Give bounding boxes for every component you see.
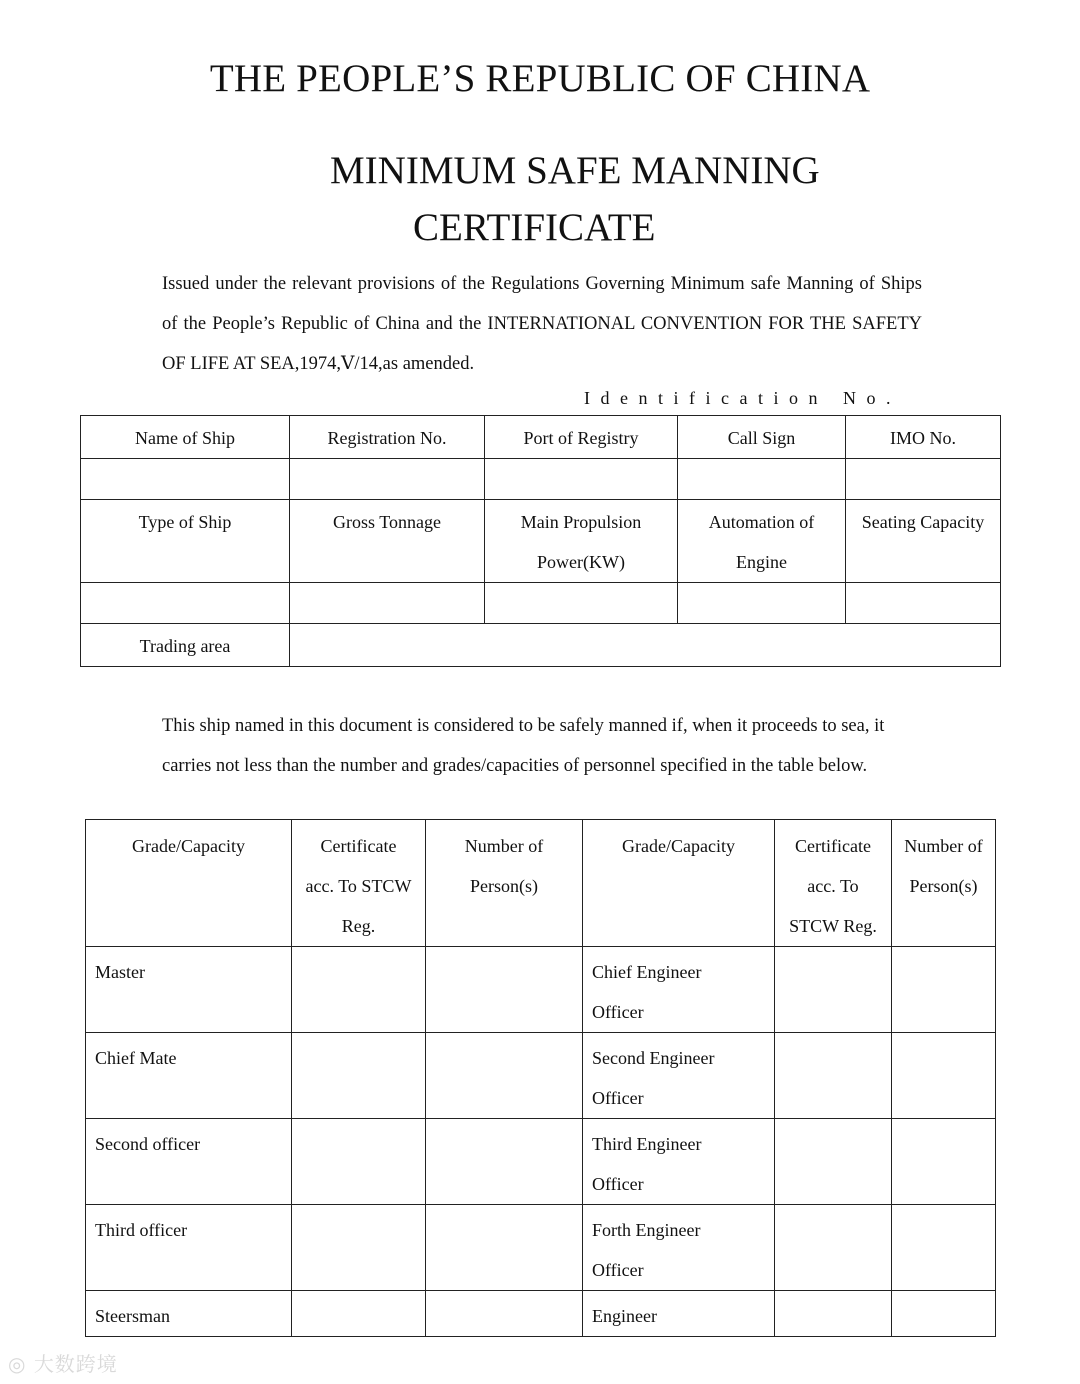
number-field[interactable] (426, 1119, 583, 1205)
main-propulsion-field[interactable] (485, 583, 678, 624)
number-field[interactable] (892, 1291, 996, 1337)
identification-number-label: Identification No. (584, 388, 901, 408)
ship-value-row-2 (81, 583, 1001, 624)
grade-chief-mate: Chief Mate (86, 1033, 292, 1119)
automation-text-2: Engine (736, 552, 787, 572)
imo-no-label: IMO No. (846, 416, 1001, 459)
number-header-engine-line2: Person(s) (909, 876, 978, 896)
grade-header-engine: Grade/Capacity (583, 820, 775, 947)
issuance-statement: Issued under the relevant provisions of the Regulations Governing Minimum safe Manning of Ships of the People’s Republic of China and the INTERNATIONAL CONVENTION FOR THE SAFETY OF LIFE AT SEA,1974,Ⅴ/14,as amended. (162, 274, 922, 374)
seating-capacity-field[interactable] (846, 583, 1001, 624)
table-row (86, 1205, 996, 1291)
certificate-header-line3: Reg. (341, 916, 376, 936)
certificate-field[interactable] (292, 947, 426, 1033)
port-of-registry-field[interactable] (485, 459, 678, 500)
number-header-deck (426, 820, 583, 947)
trading-area-field[interactable] (290, 624, 1001, 667)
number-field[interactable] (426, 947, 583, 1033)
certificate-field[interactable] (775, 947, 892, 1033)
certificate-field[interactable] (775, 1033, 892, 1119)
name-of-ship-field[interactable] (81, 459, 290, 500)
ship-header-row-2 (81, 500, 1001, 583)
number-field[interactable] (892, 947, 996, 1033)
type-of-ship-field[interactable] (81, 583, 290, 624)
main-propulsion-text: Main Propulsion (520, 512, 642, 532)
number-field[interactable] (892, 1119, 996, 1205)
number-header-engine-line1: Number of (904, 836, 983, 856)
certificate-field[interactable] (292, 1119, 426, 1205)
grade-second-engineer (583, 1033, 775, 1119)
ship-header-row (81, 416, 1001, 459)
grade-forth-engineer (583, 1205, 775, 1291)
watermark-icon: ◎ (8, 1352, 34, 1376)
grade-text: Officer (592, 1088, 644, 1108)
number-field[interactable] (892, 1205, 996, 1291)
seating-capacity-label (846, 500, 1001, 583)
gross-tonnage-label (290, 500, 485, 583)
safe-manning-statement: This ship named in this document is considered to be safely manned if, when it proceeds to sea, it carries not less than the number and grades/capacities of personnel specified in the table below. (162, 716, 885, 776)
table-row (86, 1119, 996, 1205)
table-row (86, 1291, 996, 1337)
number-header-engine (892, 820, 996, 947)
automation-text: Automation of (708, 512, 815, 532)
grade-text: Third Engineer (592, 1134, 702, 1154)
certificate-field[interactable] (775, 1119, 892, 1205)
grade-engineer (583, 1291, 775, 1337)
certificate-header-line1: Certificate (320, 836, 397, 856)
watermark-logo (8, 1348, 118, 1377)
grade-header-deck: Grade/Capacity (86, 820, 292, 947)
grade-second-officer: Second officer (86, 1119, 292, 1205)
certificate-title: MINIMUM SAFE MANNING (330, 149, 820, 192)
ship-value-row (81, 459, 1001, 500)
number-field[interactable] (892, 1033, 996, 1119)
name-of-ship-label: Name of Ship (81, 416, 290, 459)
type-of-ship-label (81, 500, 290, 583)
certificate-field[interactable] (292, 1291, 426, 1337)
table-row (86, 1033, 996, 1119)
certificate-header-line2: acc. To STCW (305, 876, 412, 896)
call-sign-field[interactable] (678, 459, 846, 500)
certificate-field[interactable] (292, 1033, 426, 1119)
automation-field[interactable] (678, 583, 846, 624)
certificate-field[interactable] (775, 1205, 892, 1291)
gross-tonnage-field[interactable] (290, 583, 485, 624)
trading-area-row (81, 624, 1001, 667)
number-field[interactable] (426, 1291, 583, 1337)
automation-label (678, 500, 846, 583)
certificate-header-engine (775, 820, 892, 947)
table-row (86, 947, 996, 1033)
certificate-title-line2: CERTIFICATE (413, 206, 656, 249)
main-propulsion-label (485, 500, 678, 583)
registration-no-label: Registration No. (290, 416, 485, 459)
certificate-field[interactable] (292, 1205, 426, 1291)
number-header-line2: Person(s) (470, 876, 538, 896)
manning-header-row (86, 820, 996, 947)
grade-chief-engineer (583, 947, 775, 1033)
grade-text: Second Engineer (592, 1048, 715, 1068)
grade-text: Engineer (592, 1306, 657, 1326)
manning-table (85, 819, 996, 1337)
ship-particulars-table (80, 415, 1001, 667)
grade-steersman: Steersman (86, 1291, 292, 1337)
gross-tonnage-text: Gross Tonnage (333, 512, 441, 532)
call-sign-label: Call Sign (678, 416, 846, 459)
grade-third-officer: Third officer (86, 1205, 292, 1291)
imo-no-field[interactable] (846, 459, 1001, 500)
number-header-line1: Number of (464, 836, 544, 856)
grade-text: Chief Engineer (592, 962, 702, 982)
port-of-registry-label: Port of Registry (485, 416, 678, 459)
grade-third-engineer (583, 1119, 775, 1205)
certificate-field[interactable] (775, 1291, 892, 1337)
type-of-ship-text: Type of Ship (138, 512, 232, 532)
registration-no-field[interactable] (290, 459, 485, 500)
trading-area-label: Trading area (81, 624, 290, 667)
certificate-header-engine-line3: STCW Reg. (789, 916, 877, 936)
grade-master: Master (86, 947, 292, 1033)
certificate-header-engine-line2: acc. To (807, 876, 859, 896)
grade-text: Officer (592, 1260, 644, 1280)
main-propulsion-unit: Power(KW) (537, 552, 625, 572)
seating-capacity-text: Seating Capacity (861, 512, 985, 532)
grade-text: Forth Engineer (592, 1220, 701, 1240)
watermark-text: 大数跨境 (33, 1352, 118, 1376)
number-field[interactable] (426, 1205, 583, 1291)
certificate-header-deck (292, 820, 426, 947)
certificate-header-engine-line1: Certificate (795, 836, 871, 856)
grade-text: Officer (592, 1002, 644, 1022)
country-heading: THE PEOPLE’S REPUBLIC OF CHINA (209, 57, 871, 100)
grade-text: Officer (592, 1174, 644, 1194)
number-field[interactable] (426, 1033, 583, 1119)
